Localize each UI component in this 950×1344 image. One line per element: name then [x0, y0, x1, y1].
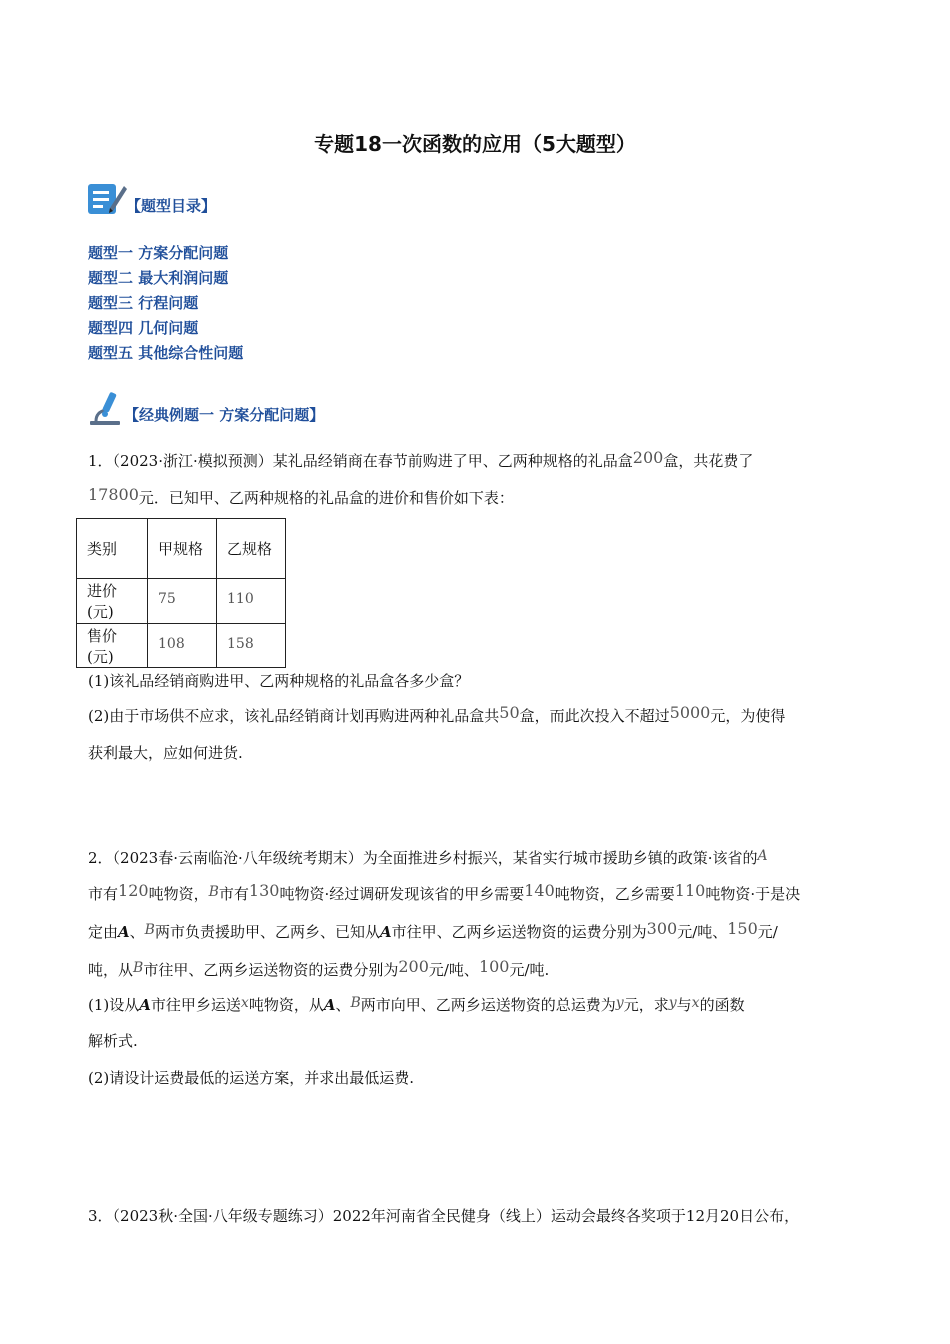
table-cell-label: 进价(元): [77, 579, 148, 624]
table-row: [77, 624, 286, 668]
toc-item-4[interactable]: 题型四 几何问题: [88, 319, 199, 337]
q1-line-1: 1．（2023·浙江·模拟预测）某礼品经销商在春节前购进了甲、乙两种规格的礼品盒200盒，共花费了: [88, 448, 754, 470]
q2-line-1: 2．（2023春·云南临沧·八年级统考期末）为全面推进乡村振兴，某省实行城市援助乡镇的政策·该省的A: [88, 848, 768, 867]
section-heading-1: 【经典例题一 方案分配问题】: [124, 406, 325, 424]
q3-line-1: 3．（2023秋·全国·八年级专题练习）2022年河南省全民健身（线上）运动会最终各奖项于12月20日公布，: [88, 1207, 800, 1225]
toc-item-5[interactable]: 题型五 其他综合性问题: [88, 344, 244, 362]
price-table: [76, 518, 286, 668]
q1-part-2: (2)由于市场供不应求，该礼品经销商计划再购进两种礼品盒共50盒，而此次投入不超过5000元，为使得: [88, 703, 786, 725]
q2-part-2: (2)请设计运费最低的运送方案，并求出最低运费.: [88, 1069, 415, 1087]
q2-line-4: 吨，从B市往甲、乙两乡运送物资的运费分别为200元/吨、100元/吨.: [88, 957, 550, 979]
table-cell-b: 110: [217, 579, 286, 624]
q2-line-2: 市有120吨物资，B市有130吨物资·经过调研发现该省的甲乡需要140吨物资，乙乡需要110吨物资·于是决: [88, 881, 801, 903]
table-cell-label: 售价(元): [77, 624, 148, 668]
microscope-icon: [86, 388, 126, 428]
table-header-a: 甲规格: [148, 519, 217, 579]
page-title: 专题18一次函数的应用（5大题型）: [314, 132, 636, 156]
toc-item-1[interactable]: 题型一 方案分配问题: [88, 244, 229, 262]
table-cell-a: 108: [148, 624, 217, 668]
toc-item-3[interactable]: 题型三 行程问题: [88, 294, 199, 312]
notepad-pencil-icon: [86, 178, 128, 218]
table-header-b: 乙规格: [217, 519, 286, 579]
q1-part-1: (1)该礼品经销商购进甲、乙两种规格的礼品盒各多少盒？: [88, 672, 470, 690]
q2-part-1-cont: 解析式.: [88, 1032, 138, 1050]
toc-item-2[interactable]: 题型二 最大利润问题: [88, 269, 229, 287]
table-cell-b: 158: [217, 624, 286, 668]
q1-line-2: 17800元．已知甲、乙两种规格的礼品盒的进价和售价如下表：: [88, 485, 514, 507]
toc-heading: 【题型目录】: [126, 197, 217, 215]
table-header-category: 类别: [77, 519, 148, 579]
table-row: [77, 579, 286, 624]
q1-part-2-cont: 获利最大，应如何进货.: [88, 744, 243, 762]
q2-part-1: (1)设从A市往甲乡运送x吨物资，从A、B两市向甲、乙两乡运送物资的总运费为y元，求y与x的函数: [88, 995, 745, 1014]
table-row: [77, 519, 286, 579]
q2-line-3: 定由A、B两市负责援助甲、乙两乡、已知从A市往甲、乙两乡运送物资的运费分别为300元/吨、150元/: [88, 919, 778, 941]
table-cell-a: 75: [148, 579, 217, 624]
